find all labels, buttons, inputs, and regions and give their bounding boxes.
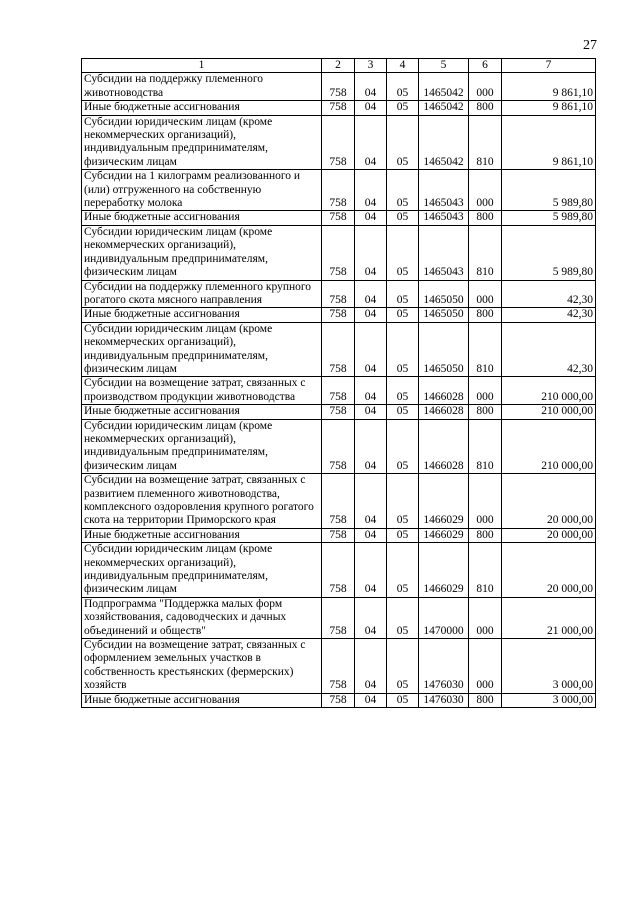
target-article-cell: 1466029 — [419, 474, 469, 529]
table-row — [82, 101, 596, 115]
amount-cell: 9 861,10 — [502, 73, 596, 101]
table-row — [82, 419, 596, 474]
ministry-code-cell: 758 — [322, 73, 355, 101]
table-row — [82, 693, 596, 707]
expense-type-cell: 810 — [469, 225, 502, 280]
target-article-cell: 1465050 — [419, 308, 469, 322]
target-article-cell: 1476030 — [419, 693, 469, 707]
amount-cell: 3 000,00 — [502, 639, 596, 694]
target-article-cell: 1466028 — [419, 419, 469, 474]
amount-cell: 9 861,10 — [502, 101, 596, 115]
target-article-cell: 1465042 — [419, 101, 469, 115]
expense-type-cell: 800 — [469, 693, 502, 707]
expense-type-cell: 000 — [469, 170, 502, 211]
ministry-code-cell: 758 — [322, 308, 355, 322]
subsection-code-cell: 05 — [387, 597, 419, 638]
target-article-cell: 1465050 — [419, 322, 469, 377]
target-article-cell: 1465042 — [419, 115, 469, 170]
table-row — [82, 474, 596, 529]
item-name-cell: Субсидии юридическим лицам (кроме некоммерческих организаций), индивидуальным предпринимателям, физическим лицам — [82, 115, 322, 170]
expense-type-cell: 810 — [469, 419, 502, 474]
section-code-cell: 04 — [355, 639, 387, 694]
item-name-cell: Иные бюджетные ассигнования — [82, 101, 322, 115]
target-article-cell: 1465043 — [419, 211, 469, 225]
ministry-code-cell: 758 — [322, 115, 355, 170]
section-code-cell: 04 — [355, 528, 387, 542]
table-row — [82, 308, 596, 322]
target-article-cell: 1466028 — [419, 405, 469, 419]
subsection-code-cell: 05 — [387, 693, 419, 707]
item-name-cell: Субсидии на возмещение затрат, связанных с развитием племенного животноводства, комплексного оздоровления крупного рогатого скота на территории Приморского края — [82, 474, 322, 529]
header-cell: 5 — [419, 59, 469, 73]
amount-cell: 20 000,00 — [502, 528, 596, 542]
expense-type-cell: 000 — [469, 73, 502, 101]
section-code-cell: 04 — [355, 543, 387, 598]
expense-type-cell: 810 — [469, 322, 502, 377]
table-row — [82, 73, 596, 101]
subsection-code-cell: 05 — [387, 280, 419, 308]
target-article-cell: 1466029 — [419, 528, 469, 542]
expense-type-cell: 000 — [469, 474, 502, 529]
item-name-cell: Иные бюджетные ассигнования — [82, 405, 322, 419]
subsection-code-cell: 05 — [387, 543, 419, 598]
expense-type-cell: 800 — [469, 211, 502, 225]
page-number: 27 — [583, 38, 597, 53]
amount-cell: 210 000,00 — [502, 419, 596, 474]
ministry-code-cell: 758 — [322, 225, 355, 280]
ministry-code-cell: 758 — [322, 211, 355, 225]
budget-table — [81, 58, 596, 708]
target-article-cell: 1465050 — [419, 280, 469, 308]
item-name-cell: Иные бюджетные ассигнования — [82, 308, 322, 322]
table-row — [82, 597, 596, 638]
subsection-code-cell: 05 — [387, 322, 419, 377]
target-article-cell: 1465043 — [419, 170, 469, 211]
subsection-code-cell: 05 — [387, 170, 419, 211]
ministry-code-cell: 758 — [322, 405, 355, 419]
item-name-cell: Субсидии на 1 килограмм реализованного и (или) отгруженного на собственную переработку молока — [82, 170, 322, 211]
expense-type-cell: 000 — [469, 597, 502, 638]
item-name-cell: Субсидии на возмещение затрат, связанных с производством продукции животноводства — [82, 377, 322, 405]
expense-type-cell: 000 — [469, 280, 502, 308]
amount-cell: 5 989,80 — [502, 170, 596, 211]
expense-type-cell: 810 — [469, 115, 502, 170]
section-code-cell: 04 — [355, 597, 387, 638]
expense-type-cell: 000 — [469, 377, 502, 405]
section-code-cell: 04 — [355, 211, 387, 225]
subsection-code-cell: 05 — [387, 639, 419, 694]
ministry-code-cell: 758 — [322, 474, 355, 529]
table-row — [82, 543, 596, 598]
expense-type-cell: 000 — [469, 639, 502, 694]
amount-cell: 42,30 — [502, 308, 596, 322]
item-name-cell: Субсидии юридическим лицам (кроме некоммерческих организаций), индивидуальным предпринимателям, физическим лицам — [82, 322, 322, 377]
ministry-code-cell: 758 — [322, 639, 355, 694]
expense-type-cell: 810 — [469, 543, 502, 598]
section-code-cell: 04 — [355, 308, 387, 322]
expense-type-cell: 800 — [469, 528, 502, 542]
ministry-code-cell: 758 — [322, 280, 355, 308]
table-row — [82, 280, 596, 308]
subsection-code-cell: 05 — [387, 308, 419, 322]
section-code-cell: 04 — [355, 419, 387, 474]
header-cell: 7 — [502, 59, 596, 73]
section-code-cell: 04 — [355, 115, 387, 170]
subsection-code-cell: 05 — [387, 73, 419, 101]
ministry-code-cell: 758 — [322, 543, 355, 598]
table-row — [82, 639, 596, 694]
amount-cell: 210 000,00 — [502, 377, 596, 405]
subsection-code-cell: 05 — [387, 101, 419, 115]
amount-cell: 42,30 — [502, 322, 596, 377]
item-name-cell: Субсидии юридическим лицам (кроме некоммерческих организаций), индивидуальным предпринимателям, физическим лицам — [82, 419, 322, 474]
table-header-row — [82, 59, 596, 73]
amount-cell: 5 989,80 — [502, 225, 596, 280]
expense-type-cell: 800 — [469, 101, 502, 115]
subsection-code-cell: 05 — [387, 211, 419, 225]
table-row — [82, 211, 596, 225]
amount-cell: 42,30 — [502, 280, 596, 308]
subsection-code-cell: 05 — [387, 405, 419, 419]
amount-cell: 9 861,10 — [502, 115, 596, 170]
subsection-code-cell: 05 — [387, 474, 419, 529]
table-row — [82, 405, 596, 419]
target-article-cell: 1466028 — [419, 377, 469, 405]
section-code-cell: 04 — [355, 73, 387, 101]
amount-cell: 20 000,00 — [502, 474, 596, 529]
item-name-cell: Подпрограмма "Поддержка малых форм хозяйствования, садоводческих и дачных объединений и обществ" — [82, 597, 322, 638]
table-row — [82, 528, 596, 542]
amount-cell: 5 989,80 — [502, 211, 596, 225]
header-cell: 3 — [355, 59, 387, 73]
ministry-code-cell: 758 — [322, 693, 355, 707]
section-code-cell: 04 — [355, 322, 387, 377]
target-article-cell: 1470000 — [419, 597, 469, 638]
target-article-cell: 1476030 — [419, 639, 469, 694]
amount-cell: 20 000,00 — [502, 543, 596, 598]
section-code-cell: 04 — [355, 280, 387, 308]
section-code-cell: 04 — [355, 377, 387, 405]
item-name-cell: Иные бюджетные ассигнования — [82, 211, 322, 225]
item-name-cell: Субсидии юридическим лицам (кроме некоммерческих организаций), индивидуальным предпринимателям, физическим лицам — [82, 225, 322, 280]
ministry-code-cell: 758 — [322, 101, 355, 115]
table-row — [82, 377, 596, 405]
header-cell: 4 — [387, 59, 419, 73]
item-name-cell: Субсидии юридическим лицам (кроме некоммерческих организаций), индивидуальным предпринимателям, физическим лицам — [82, 543, 322, 598]
subsection-code-cell: 05 — [387, 115, 419, 170]
subsection-code-cell: 05 — [387, 528, 419, 542]
section-code-cell: 04 — [355, 101, 387, 115]
amount-cell: 21 000,00 — [502, 597, 596, 638]
header-cell: 1 — [82, 59, 322, 73]
header-cell: 2 — [322, 59, 355, 73]
ministry-code-cell: 758 — [322, 597, 355, 638]
ministry-code-cell: 758 — [322, 419, 355, 474]
item-name-cell: Иные бюджетные ассигнования — [82, 693, 322, 707]
table-row — [82, 115, 596, 170]
section-code-cell: 04 — [355, 405, 387, 419]
table-row — [82, 225, 596, 280]
subsection-code-cell: 05 — [387, 377, 419, 405]
amount-cell: 210 000,00 — [502, 405, 596, 419]
item-name-cell: Субсидии на возмещение затрат, связанных с оформлением земельных участков в собственность крестьянских (фермерских) хозяйств — [82, 639, 322, 694]
section-code-cell: 04 — [355, 474, 387, 529]
target-article-cell: 1466029 — [419, 543, 469, 598]
item-name-cell: Субсидии на поддержку племенного животноводства — [82, 73, 322, 101]
section-code-cell: 04 — [355, 170, 387, 211]
subsection-code-cell: 05 — [387, 419, 419, 474]
ministry-code-cell: 758 — [322, 528, 355, 542]
ministry-code-cell: 758 — [322, 322, 355, 377]
table-row — [82, 322, 596, 377]
ministry-code-cell: 758 — [322, 170, 355, 211]
target-article-cell: 1465043 — [419, 225, 469, 280]
section-code-cell: 04 — [355, 225, 387, 280]
section-code-cell: 04 — [355, 693, 387, 707]
target-article-cell: 1465042 — [419, 73, 469, 101]
header-cell: 6 — [469, 59, 502, 73]
item-name-cell: Субсидии на поддержку племенного крупного рогатого скота мясного направления — [82, 280, 322, 308]
subsection-code-cell: 05 — [387, 225, 419, 280]
expense-type-cell: 800 — [469, 405, 502, 419]
amount-cell: 3 000,00 — [502, 693, 596, 707]
table-row — [82, 170, 596, 211]
ministry-code-cell: 758 — [322, 377, 355, 405]
expense-type-cell: 800 — [469, 308, 502, 322]
item-name-cell: Иные бюджетные ассигнования — [82, 528, 322, 542]
